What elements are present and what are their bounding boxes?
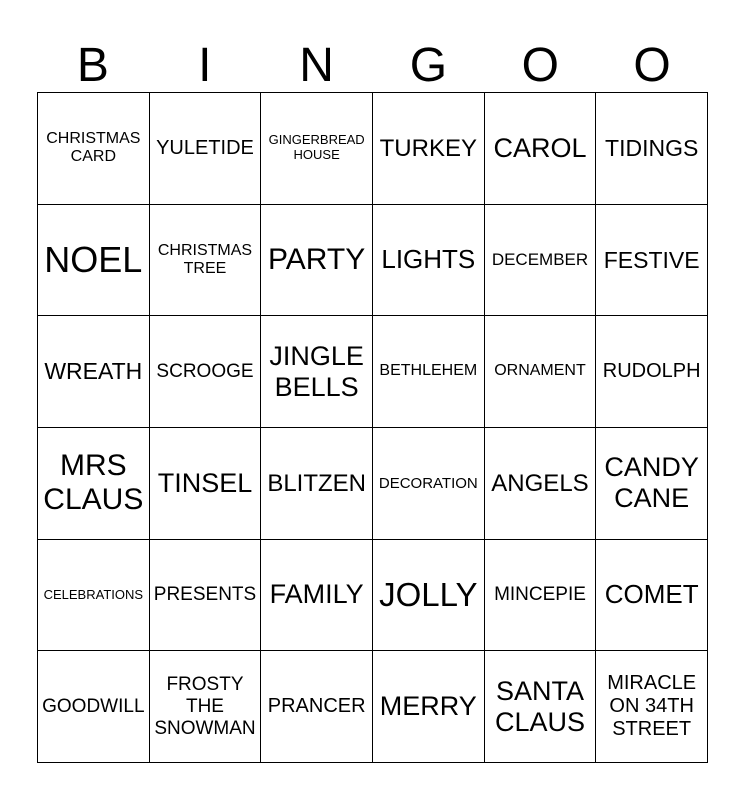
bingo-cell[interactable]: PRESENTS	[150, 540, 262, 652]
bingo-cell[interactable]: FAMILY	[261, 540, 373, 652]
bingo-cell[interactable]: LIGHTS	[373, 205, 485, 317]
bingo-cell[interactable]: TURKEY	[373, 93, 485, 205]
bingo-cell[interactable]: NOEL	[38, 205, 150, 317]
bingo-cell[interactable]: GOODWILL	[38, 651, 150, 763]
bingo-cell[interactable]: YULETIDE	[150, 93, 262, 205]
bingo-cell[interactable]: DECORATION	[373, 428, 485, 540]
bingo-cell[interactable]: BLITZEN	[261, 428, 373, 540]
bingo-cell[interactable]: CANDY CANE	[596, 428, 708, 540]
header-letter-o-2: O	[633, 39, 671, 92]
bingo-cell[interactable]: ANGELS	[485, 428, 597, 540]
bingo-header	[37, 36, 708, 92]
bingo-cell[interactable]: FESTIVE	[596, 205, 708, 317]
bingo-cell[interactable]: CELEBRATIONS	[38, 540, 150, 652]
bingo-cell[interactable]: WREATH	[38, 316, 150, 428]
header-letter-i: I	[198, 39, 212, 92]
header-letter-b: B	[76, 39, 109, 92]
bingo-cell[interactable]: JINGLE BELLS	[261, 316, 373, 428]
bingo-cell[interactable]: DECEMBER	[485, 205, 597, 317]
bingo-cell[interactable]: PARTY	[261, 205, 373, 317]
bingo-cell[interactable]: SANTA CLAUS	[485, 651, 597, 763]
bingo-cell[interactable]: MRS CLAUS	[38, 428, 150, 540]
bingo-cell[interactable]: CHRISTMAS CARD	[38, 93, 150, 205]
bingo-cell[interactable]: RUDOLPH	[596, 316, 708, 428]
bingo-cell[interactable]: TINSEL	[150, 428, 262, 540]
bingo-cell[interactable]: FROSTY THE SNOWMAN	[150, 651, 262, 763]
bingo-cell[interactable]: TIDINGS	[596, 93, 708, 205]
header-letter-n: N	[299, 39, 334, 92]
bingo-cell[interactable]: PRANCER	[261, 651, 373, 763]
header-letter-g: G	[409, 39, 448, 92]
bingo-cell[interactable]: CAROL	[485, 93, 597, 205]
bingo-cell[interactable]: GINGERBREAD HOUSE	[261, 93, 373, 205]
bingo-cell[interactable]: MIRACLE ON 34TH STREET	[596, 651, 708, 763]
bingo-cell[interactable]: JOLLY	[373, 540, 485, 652]
bingo-cell[interactable]: ORNAMENT	[485, 316, 597, 428]
bingo-cell[interactable]: BETHLEHEM	[373, 316, 485, 428]
bingo-board	[37, 92, 708, 763]
bingo-cell[interactable]: COMET	[596, 540, 708, 652]
bingo-cell[interactable]: SCROOGE	[150, 316, 262, 428]
bingo-cell[interactable]: CHRISTMAS TREE	[150, 205, 262, 317]
bingo-cell[interactable]: MINCEPIE	[485, 540, 597, 652]
header-letter-o: O	[521, 39, 559, 92]
bingo-cell[interactable]: MERRY	[373, 651, 485, 763]
